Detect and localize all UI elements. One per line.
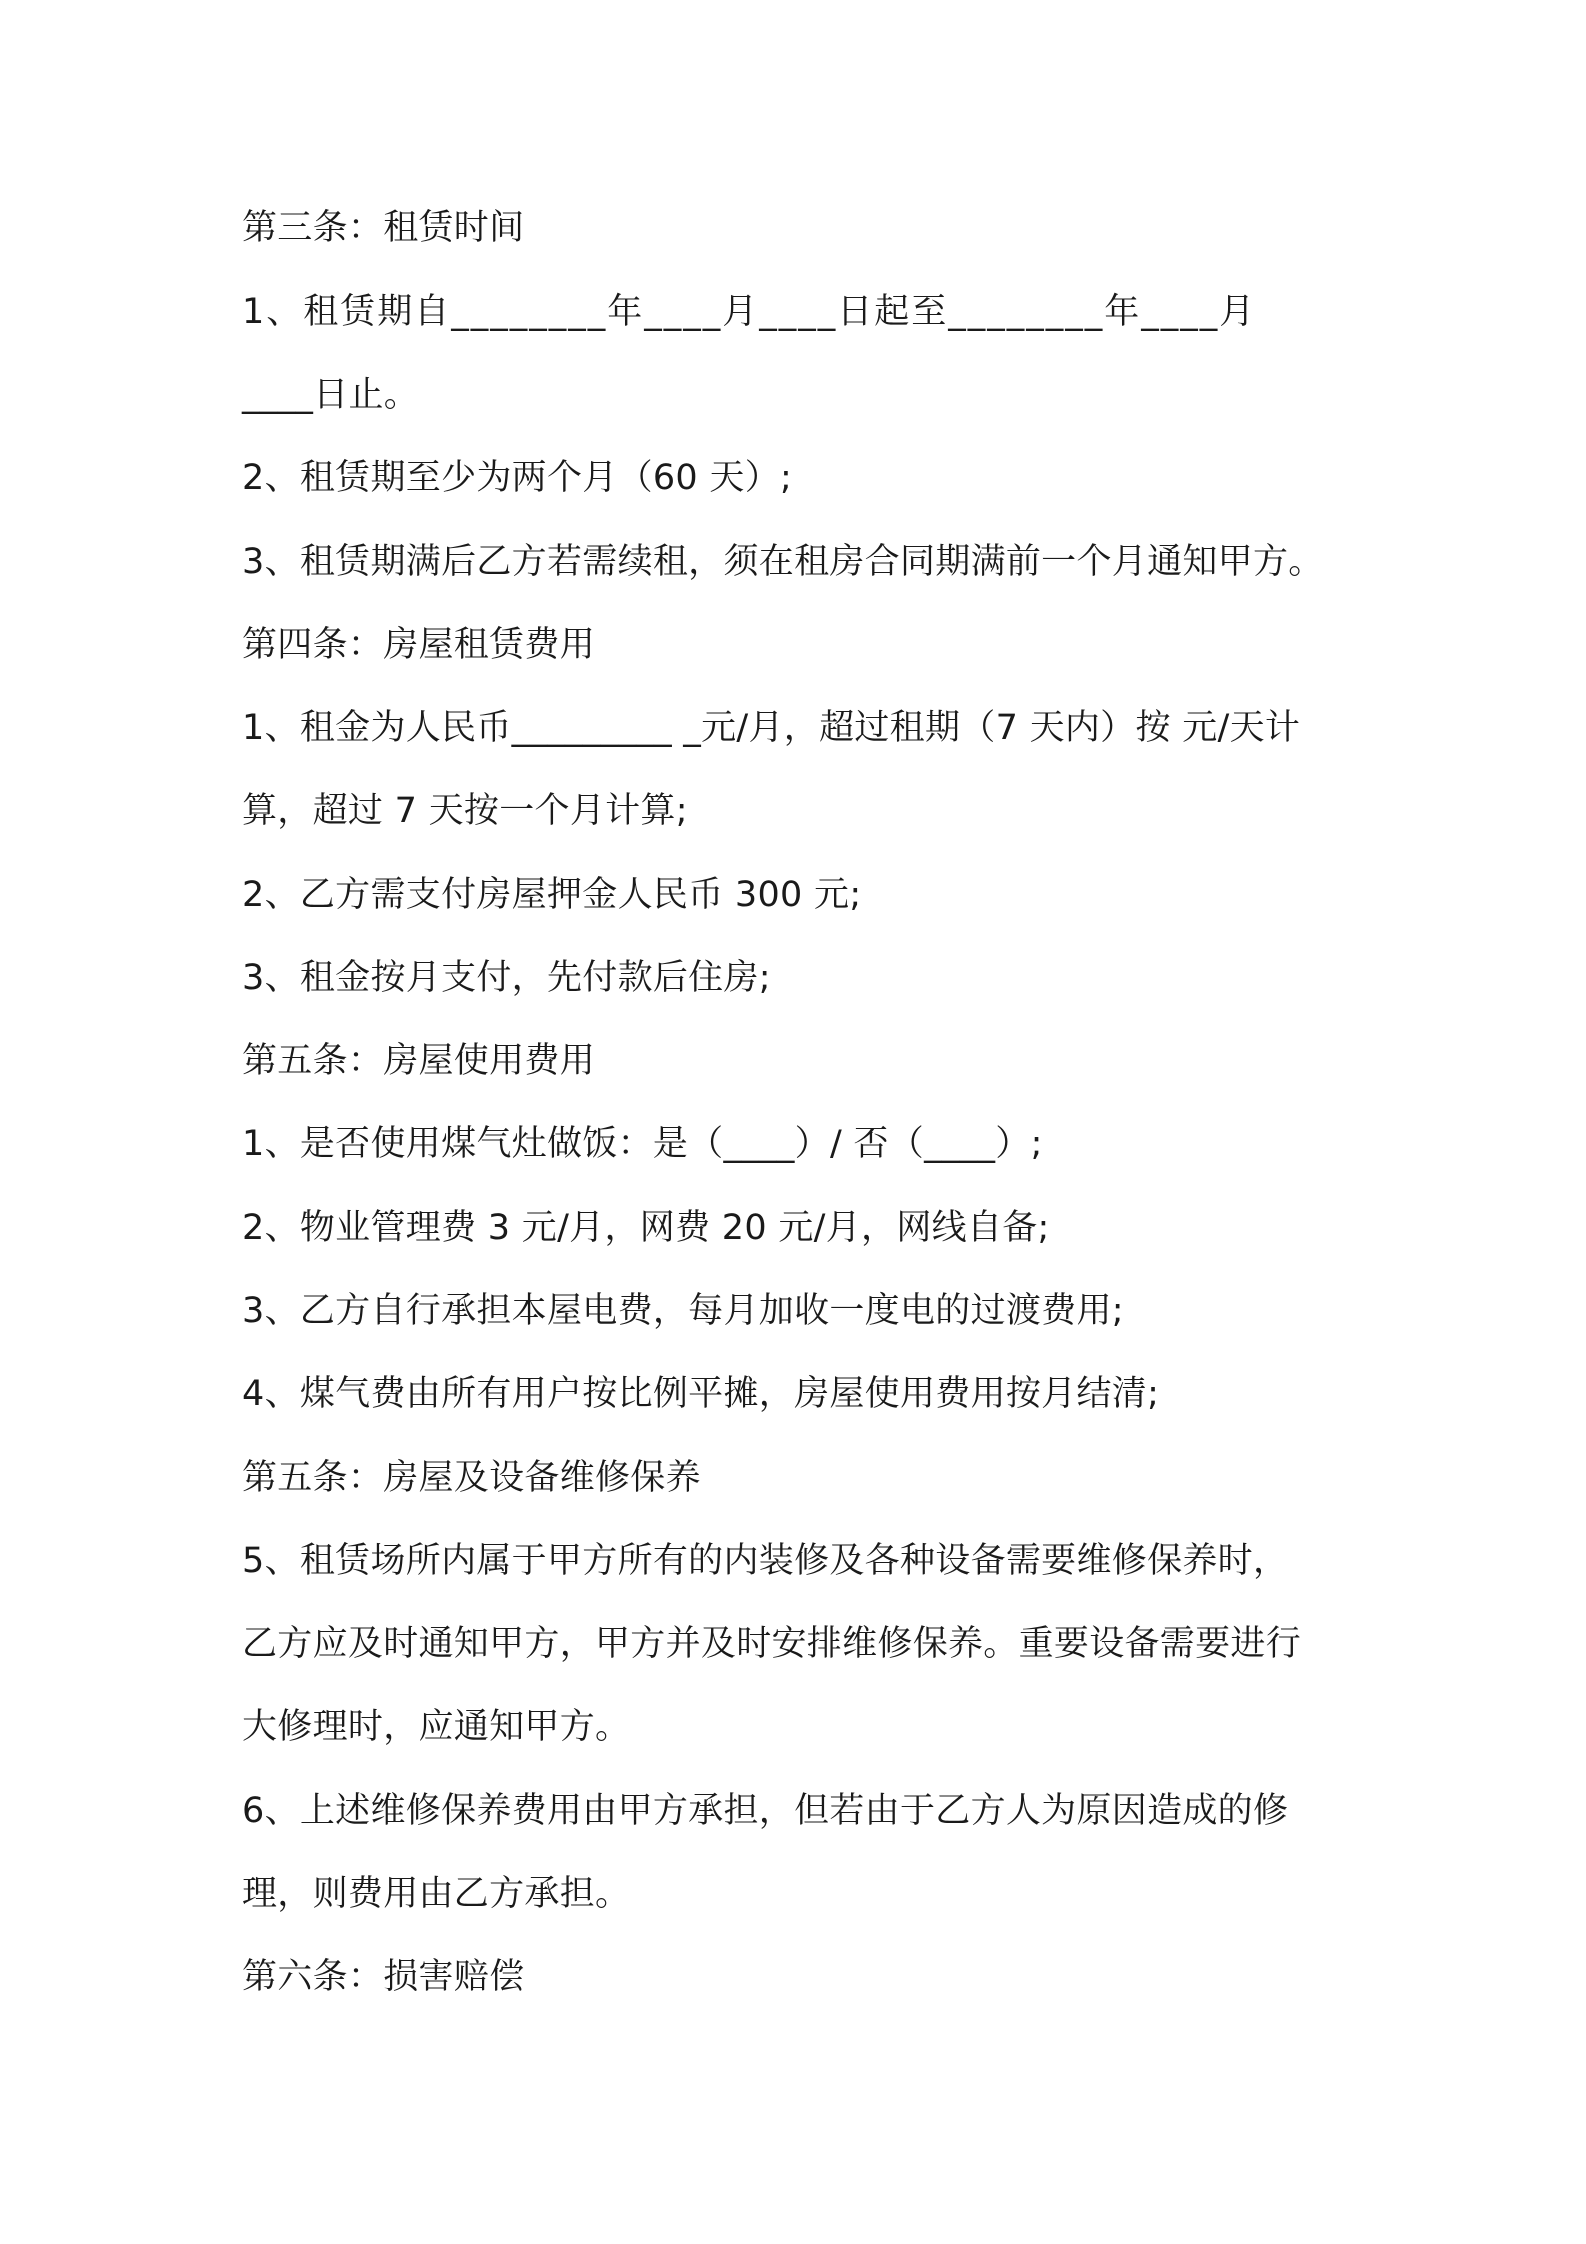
text-line: 3、乙方自行承担本屋电费，每月加收一度电的过渡费用; [242, 1291, 1124, 1331]
text-line: 5、租赁场所内属于甲方所有的内装修及各种设备需要维修保养时， [242, 1541, 1289, 1581]
text-line: 3、租赁期满后乙方若需续租，须在租房合同期满前一个月通知甲方。 [242, 542, 1324, 582]
text-line: 1、租赁期自________年____月____日起至________年____月 [242, 292, 1257, 332]
text-line: 大修理时，应通知甲方。 [242, 1707, 631, 1747]
text-line: 6、上述维修保养费用由甲方承担，但若由于乙方人为原因造成的修 [242, 1791, 1289, 1831]
section-heading-4: 第四条：房屋租赁费用 [242, 625, 596, 665]
text-line: 3、租金按月支付，先付款后住房; [242, 958, 771, 998]
text-line: 算，超过 7 天按一个月计算; [242, 791, 688, 831]
text-line: ____日止。 [242, 375, 420, 415]
text-line: 1、是否使用煤气灶做饭：是（____）/ 否（____）; [242, 1124, 1043, 1164]
text-line: 2、乙方需支付房屋押金人民币 300 元; [242, 875, 862, 915]
text-line: 2、物业管理费 3 元/月，网费 20 元/月，网线自备; [242, 1208, 1050, 1248]
section-heading-5: 第五条：房屋使用费用 [242, 1041, 596, 1081]
text-line: 乙方应及时通知甲方，甲方并及时安排维修保养。重要设备需要进行 [242, 1624, 1302, 1664]
text-line: 理，则费用由乙方承担。 [242, 1874, 631, 1914]
text-line: 4、煤气费由所有用户按比例平摊，房屋使用费用按月结清; [242, 1374, 1160, 1414]
text-line: 1、租金为人民币_________ _元/月，超过租期（7 天内）按 元/天计 [242, 708, 1301, 748]
section-heading-6: 第六条：损害赔偿 [242, 1957, 525, 1997]
section-heading-3: 第三条：租赁时间 [242, 208, 525, 248]
text-line: 2、租赁期至少为两个月（60 天）; [242, 458, 793, 498]
section-heading-5b: 第五条：房屋及设备维修保养 [242, 1458, 701, 1498]
